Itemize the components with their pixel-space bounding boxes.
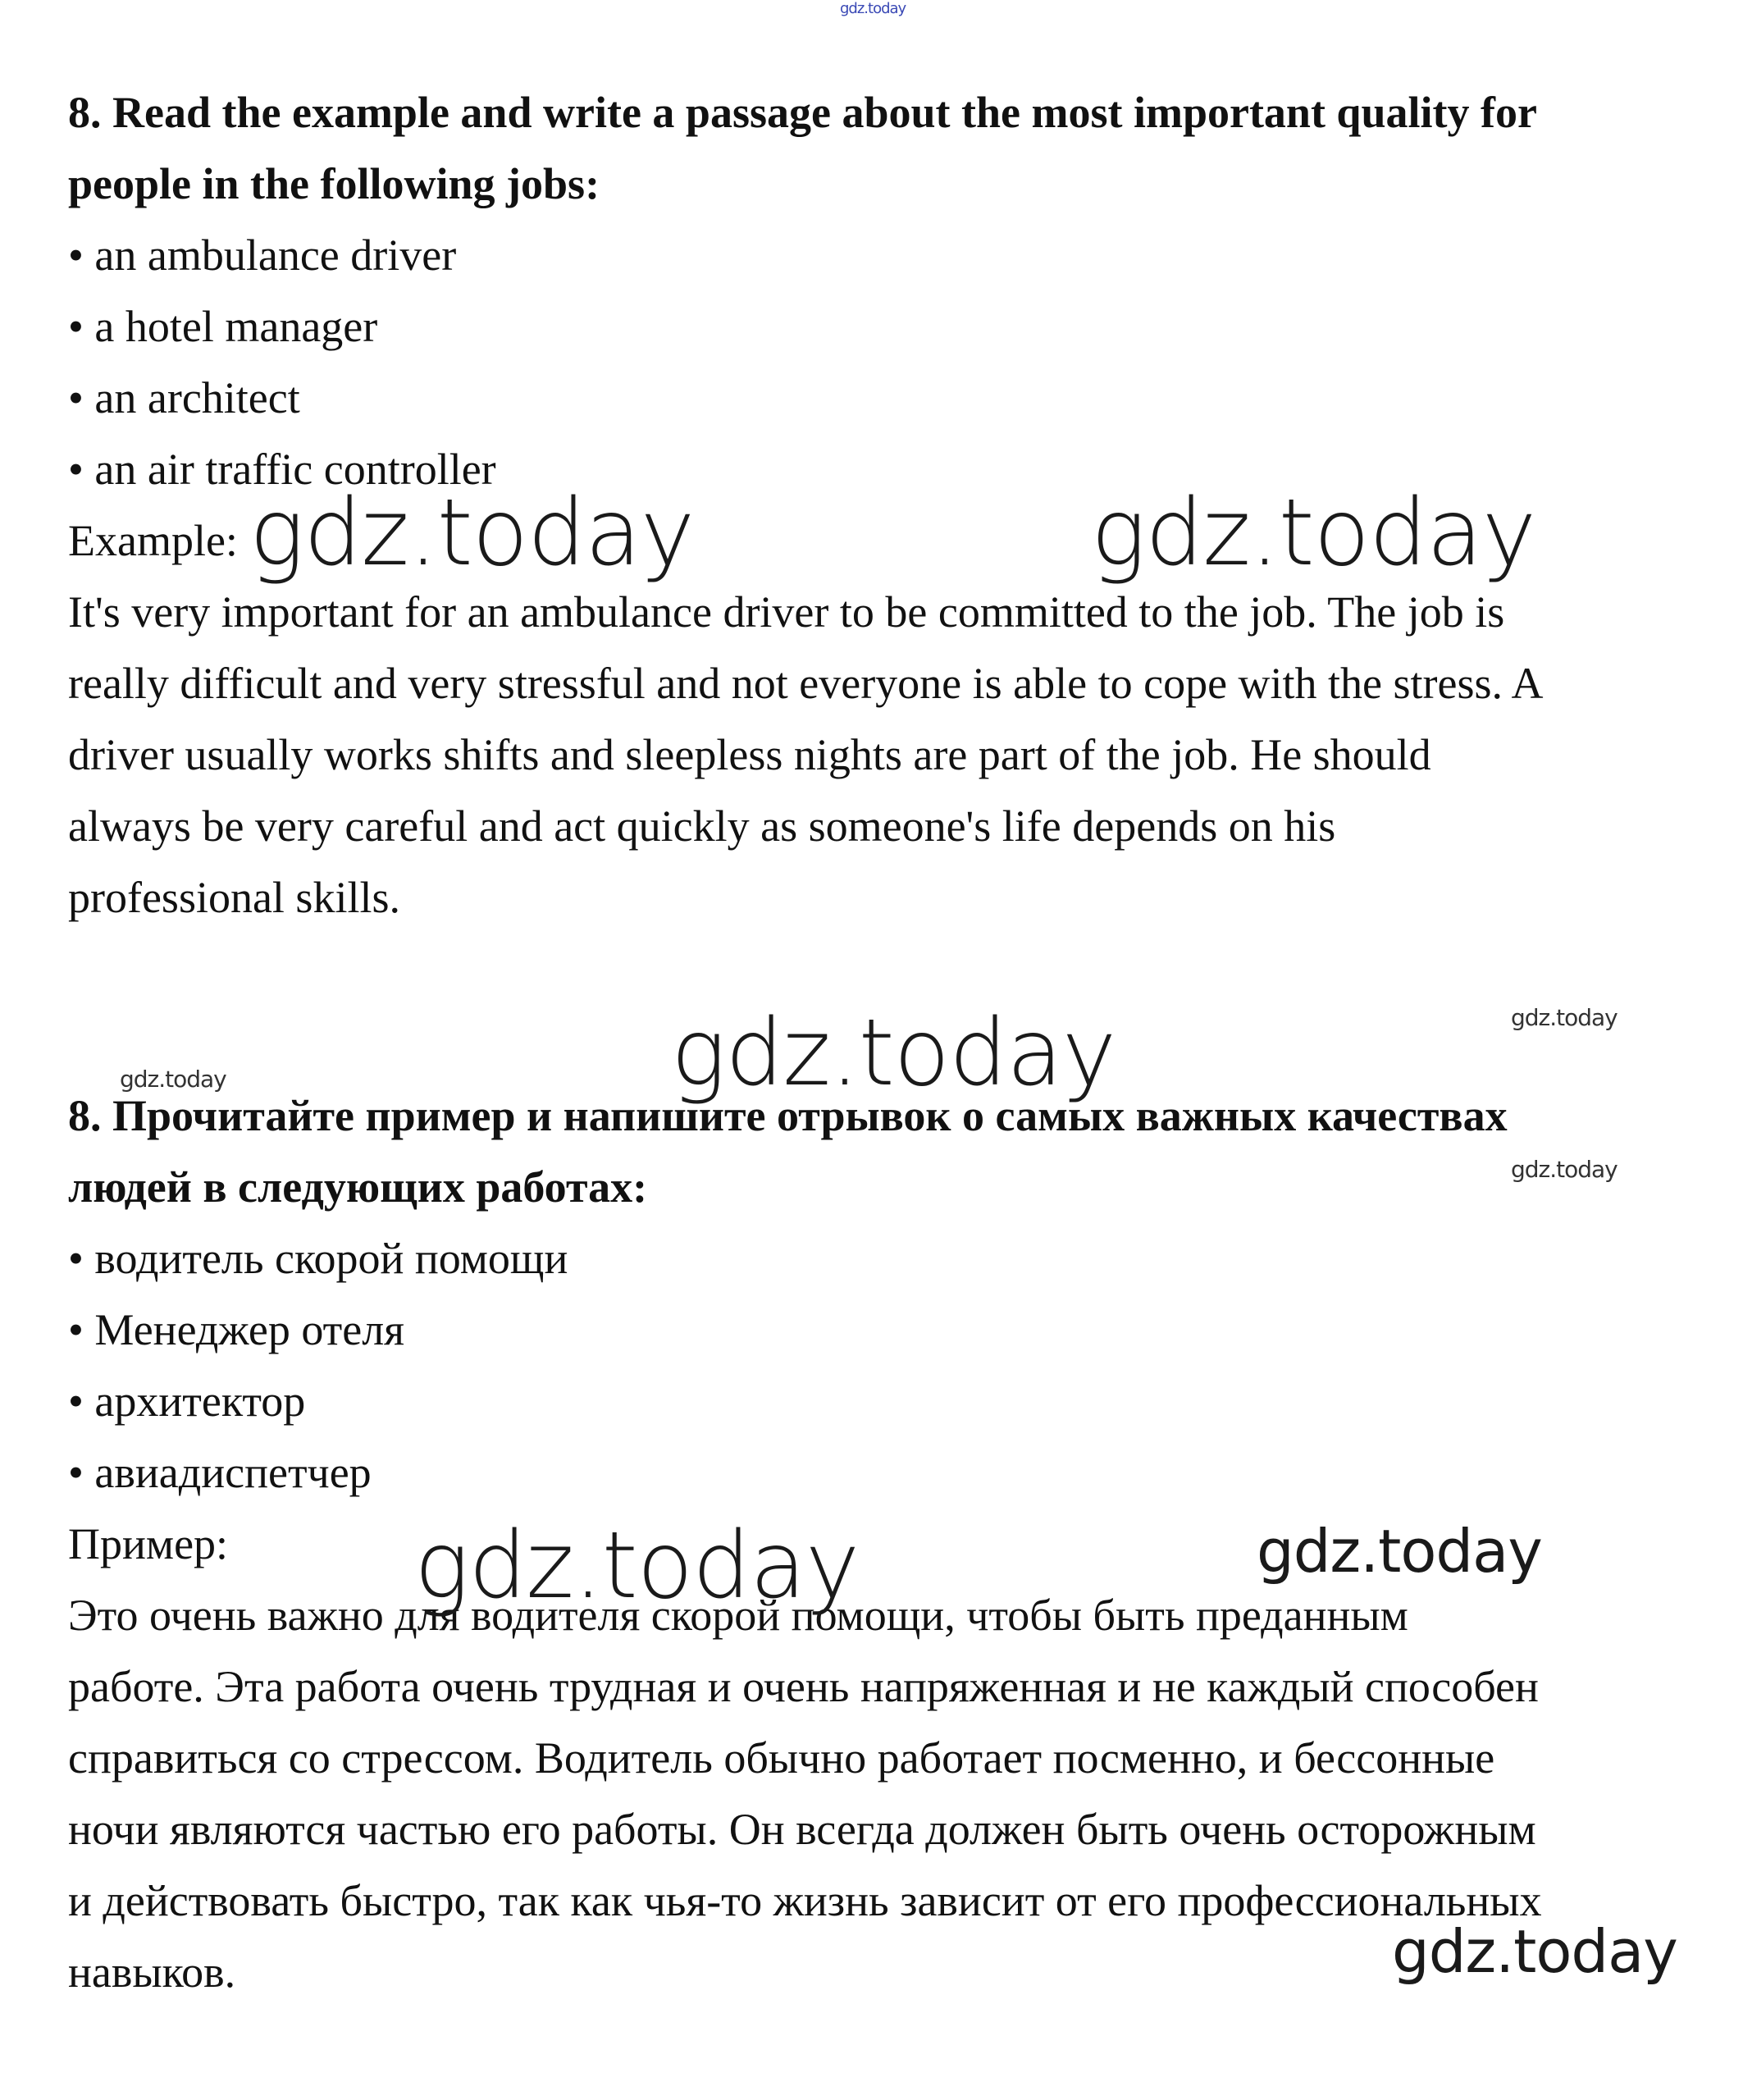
watermark-small: gdz.today xyxy=(1511,1156,1618,1183)
english-job-item: • an ambulance driver xyxy=(68,231,457,280)
english-paragraph-line: always be very careful and act quickly as someone's life depends on his xyxy=(68,801,1336,851)
russian-example-label: Пример: xyxy=(68,1519,229,1568)
english-job-item: • a hotel manager xyxy=(68,302,378,351)
english-job-item: • an air traffic controller xyxy=(68,445,496,494)
russian-paragraph-line: Это очень важно для водителя скорой помощи, чтобы быть преданным xyxy=(68,1591,1408,1640)
watermark-small: gdz.today xyxy=(1511,1004,1618,1031)
watermark-top: gdz.today xyxy=(840,0,906,17)
russian-job-item: • архитектор xyxy=(68,1376,306,1426)
russian-job-item: • Менеджер отеля xyxy=(68,1305,405,1354)
russian-paragraph-line: и действовать быстро, так как чья-то жизнь зависит от его профессиональных xyxy=(68,1876,1542,1925)
watermark-large: gdz.today xyxy=(671,1000,1116,1107)
watermark-medium: gdz.today xyxy=(1257,1517,1542,1586)
english-paragraph-line: professional skills. xyxy=(68,873,400,922)
watermark-large: gdz.today xyxy=(249,480,695,587)
english-heading-line-1: 8. Read the example and write a passage about the most important quality for xyxy=(68,88,1537,137)
watermark-large: gdz.today xyxy=(414,1513,860,1619)
russian-heading-line-1: 8. Прочитайте пример и напишите отрывок о самых важных качествах xyxy=(68,1091,1508,1140)
english-job-item: • an architect xyxy=(68,373,300,422)
english-paragraph-line: really difficult and very stressful and not everyone is able to cope with the stress. A xyxy=(68,659,1544,708)
russian-paragraph-line: работе. Эта работа очень трудная и очень напряженная и не каждый способен xyxy=(68,1662,1539,1711)
russian-job-item: • водитель скорой помощи xyxy=(68,1234,568,1283)
english-example-label: Example: xyxy=(68,516,238,565)
russian-paragraph-line: навыков. xyxy=(68,1947,236,1997)
russian-heading-line-2: людей в следующих работах: xyxy=(68,1162,648,1212)
russian-paragraph-line: справиться со стрессом. Водитель обычно работает посменно, и бессонные xyxy=(68,1733,1495,1783)
watermark-medium: gdz.today xyxy=(1392,1917,1677,1986)
russian-job-item: • авиадиспетчер xyxy=(68,1448,372,1497)
russian-paragraph-line: ночи являются частью его работы. Он всегда должен быть очень осторожным xyxy=(68,1805,1536,1854)
english-paragraph-line: It's very important for an ambulance driver to be committed to the job. The job is xyxy=(68,587,1505,637)
watermark-large: gdz.today xyxy=(1091,480,1536,587)
english-heading-line-2: people in the following jobs: xyxy=(68,159,600,208)
english-paragraph-line: driver usually works shifts and sleepless nights are part of the job. He should xyxy=(68,730,1431,779)
watermark-small: gdz.today xyxy=(120,1066,226,1093)
